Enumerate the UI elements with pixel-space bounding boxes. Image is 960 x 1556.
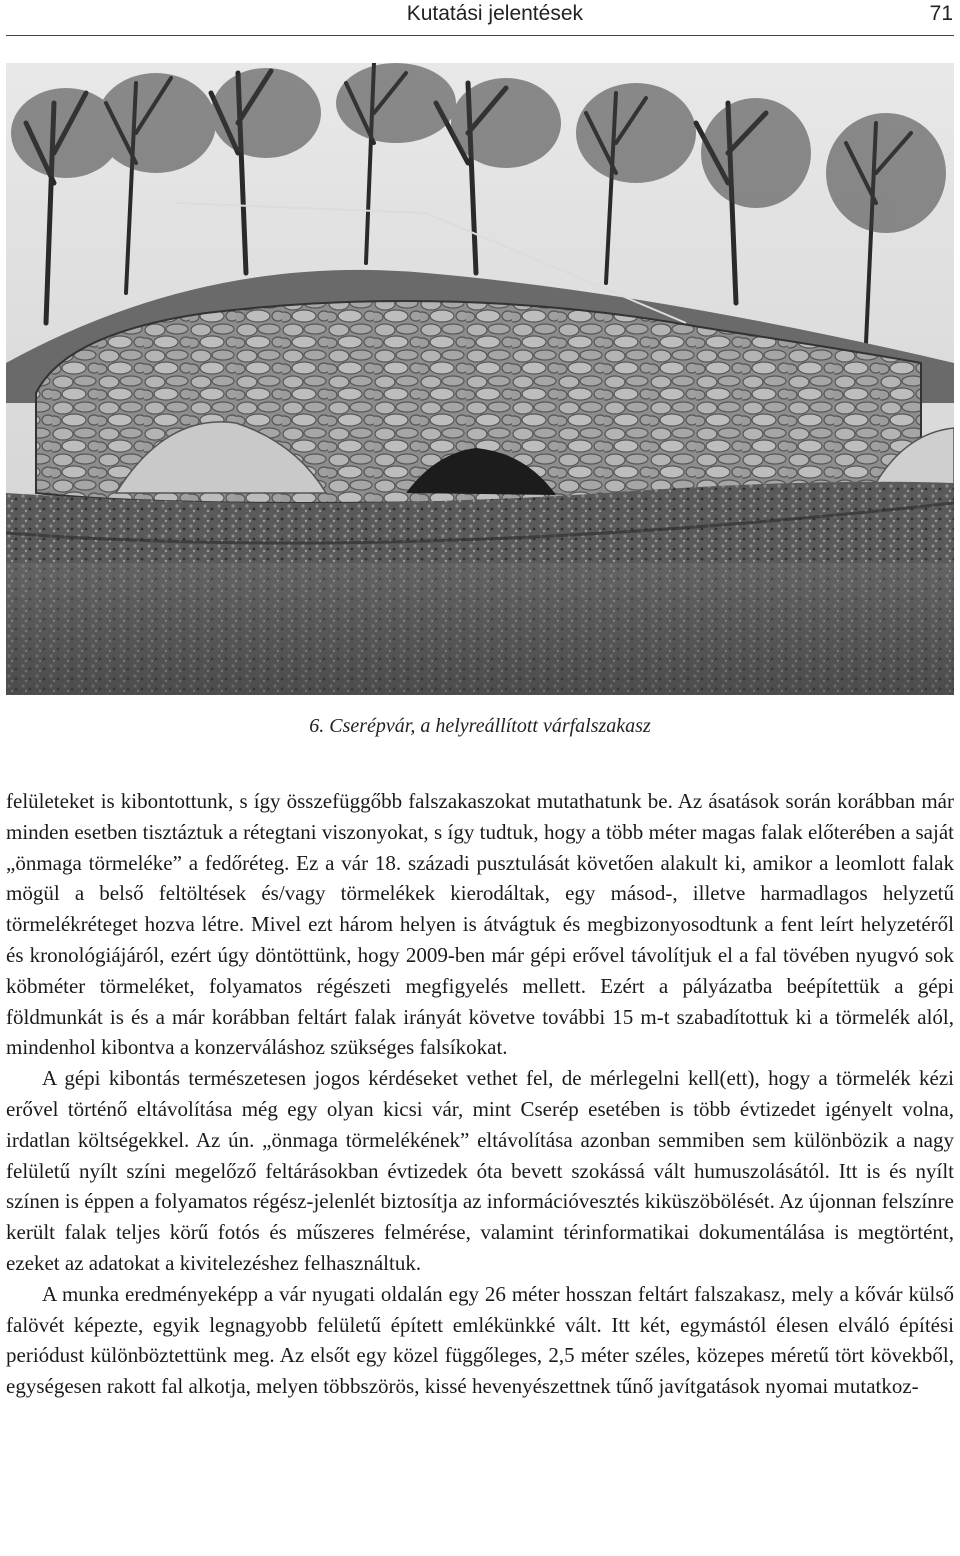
paragraph: A munka eredményeképp a vár nyugati oldalán egy 26 méter hosszan feltárt falszakasz, mely a kővár külső falövét képezte, egyik legnagyobb felületű épített emlékünkké vált. Itt két, egymástól élesen elváló építési periódust különböztettünk meg. Az elsőt egy közel függőleges, 2,5 méter széles, közepes méretű tört kövekből, egységesen rakott fal alkotja, melyen többszörös, kissé hevenyészettnek tűnő javítgatások nyomai mutatkoz- bbox=[6, 1281, 954, 1399]
article-body bbox=[6, 786, 954, 1402]
paragraph: A gépi kibontás természetesen jogos kérdéseket vethet fel, de mérlegelni kell(ett), hogy a törmelék kézi erővel történő eltávolítása még egy olyan kicsi vár, mint Cserép esetében is több évtizedet igényelt volna, irdatlan költségekkel. Az ún. „önmaga törmelékének” eltávolítása azonban semmiben sem különbözik a nagy felületű nyílt színi megelőző feltárásokban évtizedek óta bevett szokássá vált humuszolásától. Itt is és nyílt színen is éppen a folyamatos régész-jelenlét biztosítja az információvesztés kiküszöbölését. Az újonnan felszínre került falak teljes körű fotós és műszeres felmérése, valamint térinformatikai dokumentálása is megtörtént, ezeket az adatokat a kivitelezéshez felhasználtuk. bbox=[6, 1066, 954, 1275]
page-number: 71 bbox=[929, 2, 953, 25]
running-header bbox=[0, 0, 960, 36]
paragraph: felületeket is kibontottunk, s így összefüggőbb falszakaszokat mutathatunk be. Az ásatások során korábban már minden esetben tisztáztuk a rétegtani viszonyokat, s így tudtuk, hogy a több méter magas falak előterében a saját „önmaga törmeléke” a fedőréteg. Ez a vár 18. századi pusztulását követően alakult ki, amikor a leomlott falak mögül a belső feltöltések és/vagy törmelékek kierodáltak, egy másod-, illetve harmadlagos helyzetű törmelékréteget hozva létre. Mivel ezt három helyen is átvágtuk és megbizonyosodtunk a fent leírt helyzetéről és kronológiájáról, ezért úgy döntöttünk, hogy 2009-ben már gépi erővel távolítjuk el a fal tövében nyugvó sok köbméter törmeléket, folyamatos régészeti megfigyelés mellett. Ezért a pályázatba beépítettük a gépi földmunkát is és a már korábban feltárt falak irányát követve további 15 m-t szabadítottuk ki a törmelék alól, mindenhol kibontva a konzerváláshoz szükséges falsíkokat. bbox=[6, 789, 954, 1060]
header-divider bbox=[6, 35, 954, 36]
figure-caption: 6. Cserépvár, a helyreállított várfalszakasz bbox=[309, 715, 651, 737]
running-header-title: Kutatási jelentések bbox=[406, 2, 583, 25]
castle-wall-photo bbox=[6, 63, 954, 695]
